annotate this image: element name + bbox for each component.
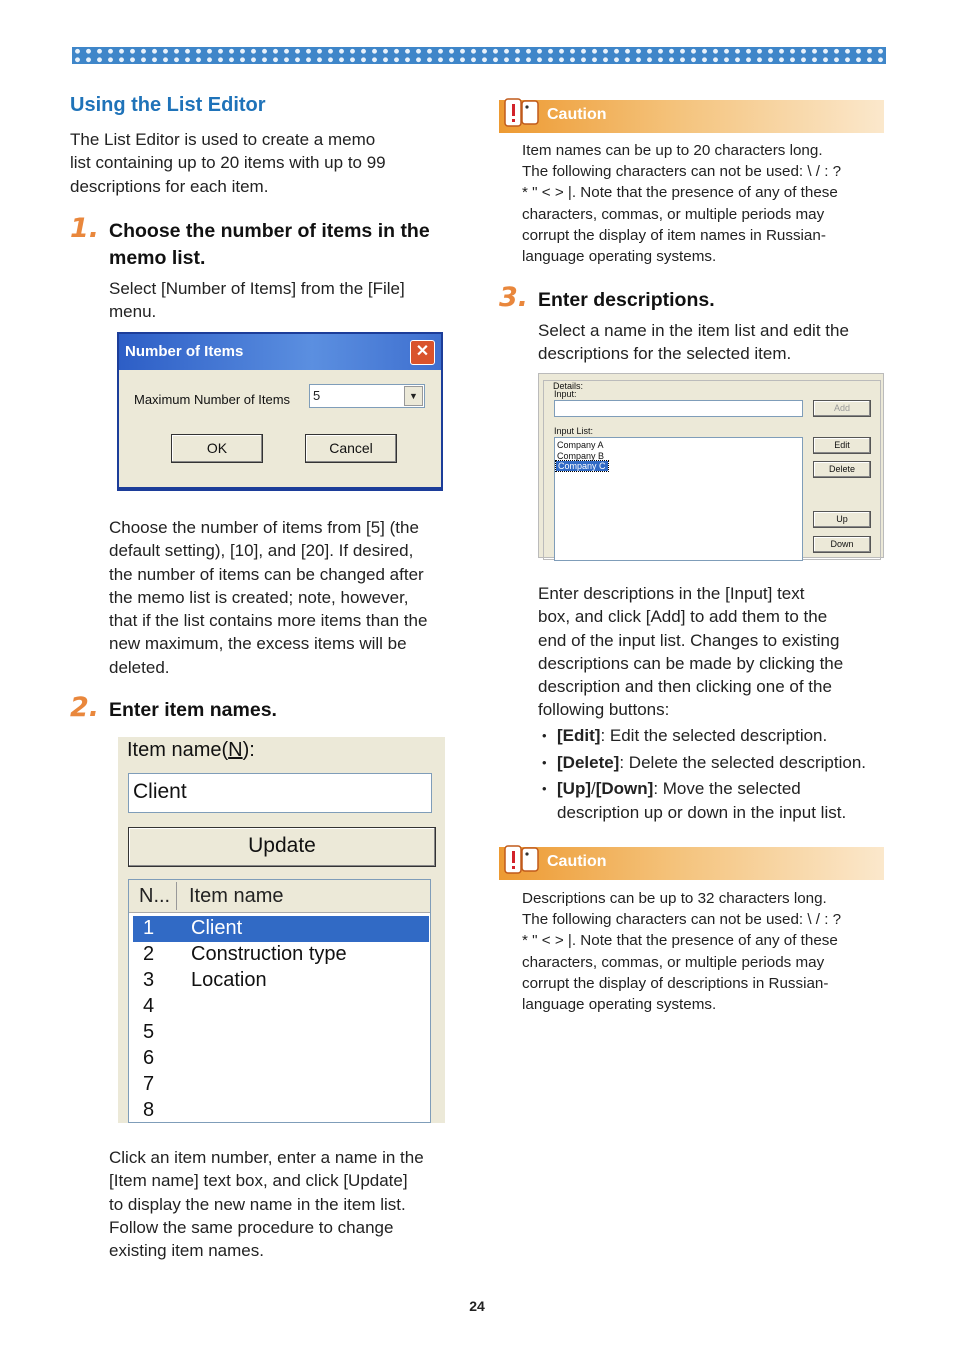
caution-icon	[501, 94, 539, 132]
button-bullet-list	[538, 723, 866, 824]
caution-text-1: Item names can be up to 20 characters long. The following characters can not be used: \ / : ? * " < > |. Note that the presence of any of these characters, commas, or multiple periods may corrupt the display of item names in Russian- language operating systems.	[522, 142, 842, 266]
caution-label: Caution	[547, 853, 607, 870]
page-number: 24	[469, 1298, 485, 1314]
step-1-number: 1.	[70, 213, 100, 244]
list-item[interactable]: 4	[143, 995, 155, 1017]
step-2-after-text: Click an item number, enter a name in the [Item name] text box, and click [Update] to display the new name in the item list. Follow the same procedure to change existing item names.	[109, 1148, 424, 1261]
input-label: Input:	[554, 389, 577, 399]
step-1-heading: Choose the number of items in the memo list.	[109, 220, 430, 269]
step-1-text: Select [Number of Items] from the [File] menu.	[109, 279, 405, 322]
list-item[interactable]: 6	[143, 1047, 155, 1069]
step-2-number: 2.	[70, 692, 100, 723]
dialog-titlebar	[119, 334, 441, 370]
bullet-edit: • [Edit]: Edit the selected description.	[538, 723, 866, 748]
caution-icon	[501, 841, 539, 879]
step-1-after-text: Choose the number of items from [5] (the default setting), [10], and [20]. If desired, the number of items can be changed after the memo list is created; note, however, that if the list contains more items than the new maximum, the excess items will be deleted.	[109, 518, 428, 677]
intro-text: The List Editor is used to create a memo list containing up to 20 items with up to 99 descriptions for each item.	[70, 130, 386, 196]
caution-banner-2	[499, 847, 884, 880]
list-item[interactable]: 1 Client	[133, 916, 429, 942]
input-list[interactable]	[554, 437, 803, 561]
edit-button[interactable]: Edit	[813, 437, 871, 454]
step-3-text: Select a name in the item list and edit the descriptions for the selected item.	[538, 321, 849, 364]
up-button[interactable]: Up	[813, 511, 871, 528]
down-button[interactable]: Down	[813, 536, 871, 553]
item-list[interactable]	[128, 879, 431, 1123]
section-title: Using the List Editor	[70, 94, 266, 116]
step-3-number: 3.	[499, 282, 529, 313]
list-item[interactable]: Company A	[557, 440, 604, 450]
description-input[interactable]	[554, 400, 803, 417]
column-divider[interactable]	[176, 882, 177, 910]
list-item[interactable]: 2 Construction type	[143, 943, 347, 965]
max-items-select[interactable]: 5 ▼	[309, 384, 425, 408]
bullet-delete: • [Delete]: Delete the selected description.	[538, 750, 866, 775]
column-number-header[interactable]: N...	[139, 885, 171, 907]
ok-button[interactable]: OK	[171, 434, 263, 463]
list-item[interactable]: 8	[143, 1099, 155, 1121]
item-name-panel	[118, 737, 445, 1123]
item-name-label: Item name(N):	[127, 739, 255, 761]
item-name-input[interactable]: Client	[128, 773, 432, 813]
list-item[interactable]: 5	[143, 1021, 155, 1043]
dialog-body	[119, 370, 441, 487]
step-2-heading: Enter item names.	[109, 699, 277, 721]
input-list-label: Input List:	[554, 426, 594, 436]
list-item[interactable]: 7	[143, 1073, 155, 1095]
caution-label: Caution	[547, 106, 607, 123]
step-3-heading: Enter descriptions.	[538, 289, 715, 311]
cancel-button[interactable]: Cancel	[305, 434, 397, 463]
add-button[interactable]: Add	[813, 400, 871, 417]
details-panel	[538, 373, 884, 558]
dialog-title: Number of Items	[125, 343, 244, 360]
list-item[interactable]: 3 Location	[143, 969, 267, 991]
caution-text-2: Descriptions can be up to 32 characters long. The following characters can not be used: \ / : ? * " < > |. Note that the presence of any of these characters, commas, or multiple periods may corrupt the display of descriptions in Russian- language operating systems.	[522, 890, 842, 1014]
close-icon[interactable]: ✕	[410, 340, 435, 365]
column-item-name-header[interactable]: Item name	[189, 885, 284, 907]
item-list-header	[129, 880, 430, 913]
delete-button[interactable]: Delete	[813, 461, 871, 478]
details-group	[543, 380, 881, 560]
update-button[interactable]: Update	[128, 827, 436, 867]
list-item-selected[interactable]: Company C	[558, 461, 606, 471]
details-group-label: Details:	[553, 381, 584, 391]
chevron-down-icon[interactable]: ▼	[404, 386, 423, 406]
caution-banner-1	[499, 100, 884, 133]
step-3-after-text: Enter descriptions in the [Input] text box, and click [Add] to add them to the end of the input list. Changes to existing descriptions can be made by clicking the description and then clicking one of the following buttons:	[538, 584, 844, 720]
bullet-up-down: • [Up]/[Down]: Move the selected description up or down in the input list.	[538, 777, 866, 824]
header-dotted-band	[72, 47, 886, 64]
number-of-items-dialog	[117, 332, 443, 491]
list-item[interactable]: Company B	[557, 451, 605, 461]
max-items-label: Maximum Number of Items	[134, 392, 291, 407]
